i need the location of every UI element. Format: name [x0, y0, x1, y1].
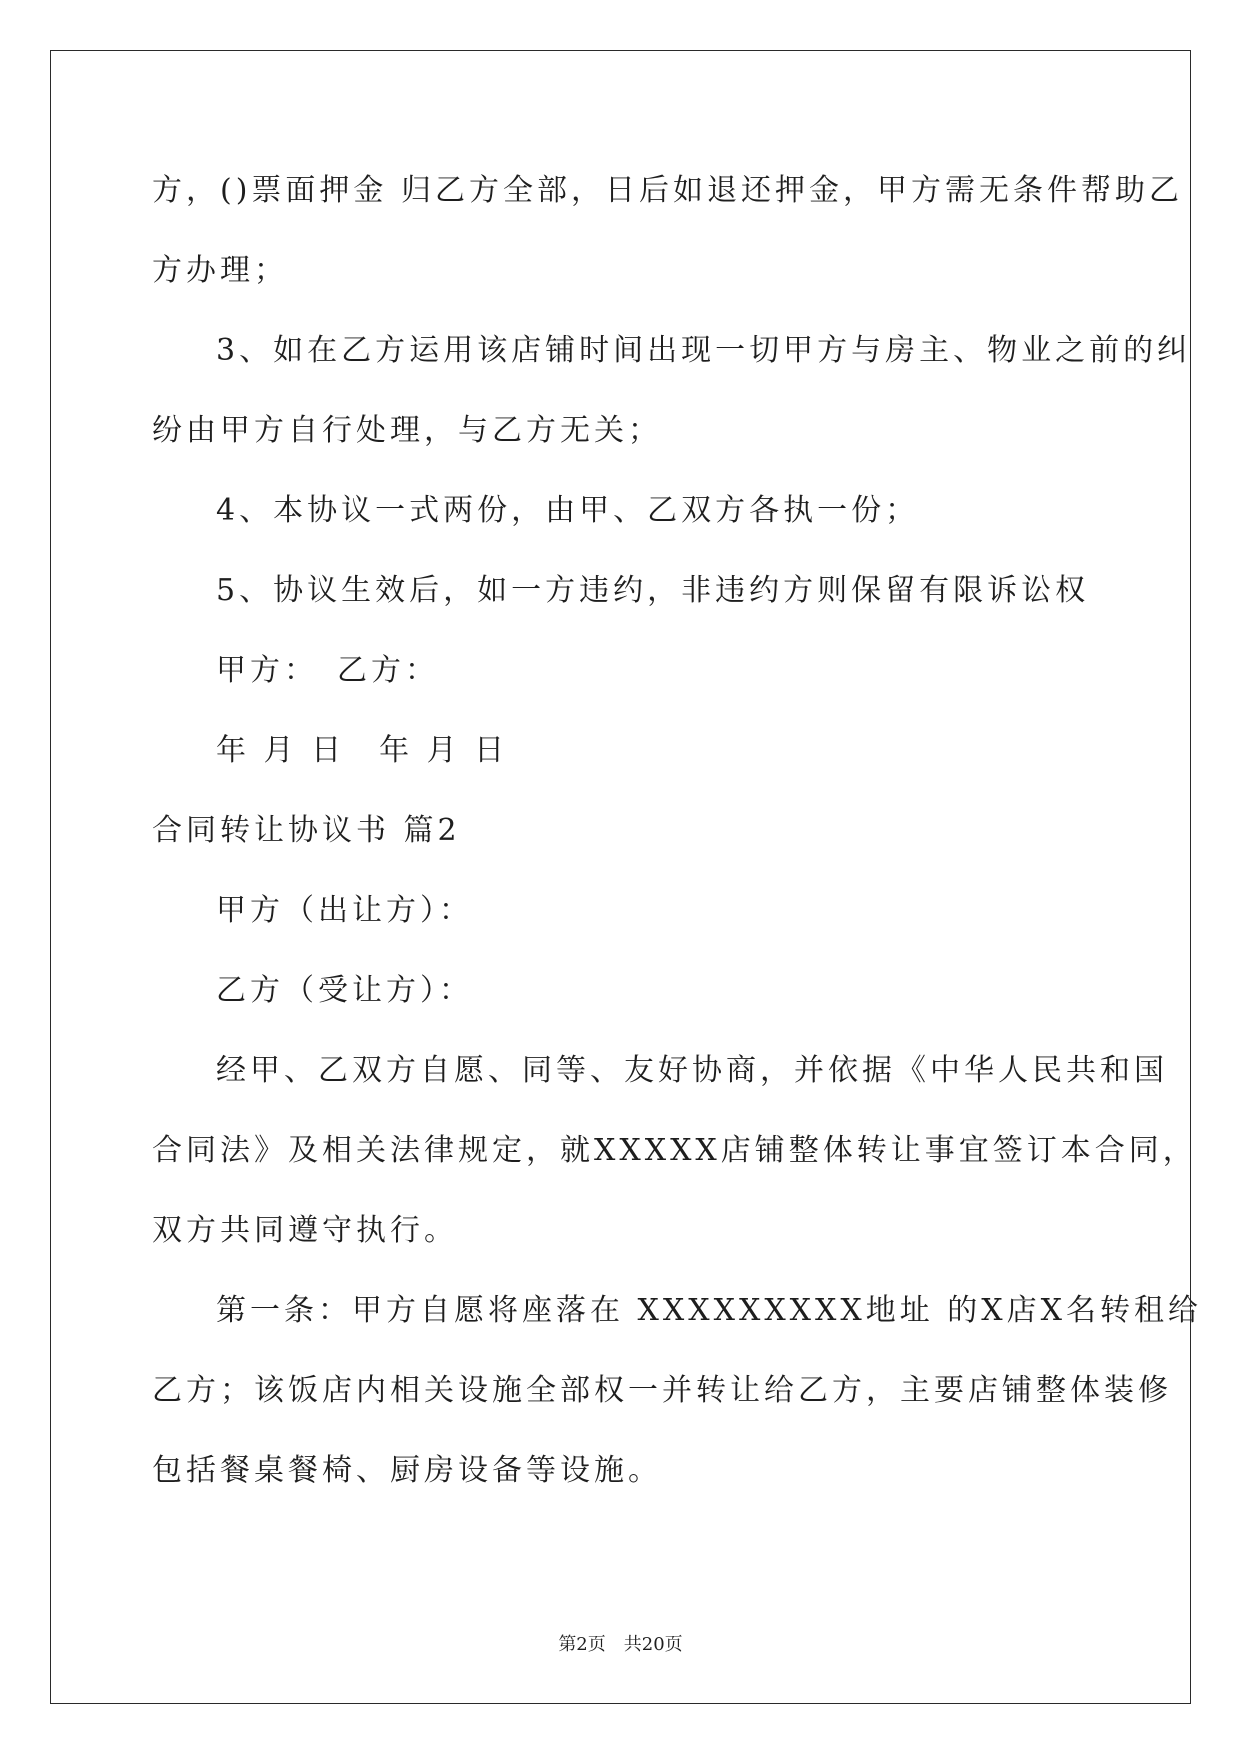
text-line: 第一条：甲方自愿将座落在 XXXXXXXXX地址 的X店X名转租给 — [216, 1293, 1203, 1328]
text-line: 3、如在乙方运用该店铺时间出现一切甲方与房主、物业之前的纠 — [216, 333, 1192, 368]
text-line: 双方共同遵守执行。 — [152, 1213, 458, 1248]
text-line: 乙方；该饭店内相关设施全部权一并转让给乙方，主要店铺整体装修 — [152, 1373, 1172, 1408]
section-heading: 合同转让协议书 篇2 — [152, 813, 461, 848]
party-b-line: 乙方（受让方）： — [216, 973, 473, 1008]
text-line: 4、本协议一式两份，由甲、乙双方各执一份； — [216, 493, 920, 528]
text-line: 纷由甲方自行处理，与乙方无关； — [152, 413, 662, 448]
text-line: 包括餐桌餐椅、厨房设备等设施。 — [152, 1453, 662, 1488]
text-line: 方，()票面押金 归乙方全部，日后如退还押金，甲方需无条件帮助乙 — [152, 173, 1183, 208]
signature-line: 甲方： 乙方： — [216, 653, 439, 688]
date-line: 年 月 日 年 月 日 — [216, 733, 509, 768]
page-number-footer: 第2页 共20页 — [558, 1634, 683, 1655]
party-a-line: 甲方（出让方）： — [216, 893, 473, 928]
text-line: 经甲、乙双方自愿、同等、友好协商，并依据《中华人民共和国 — [216, 1053, 1168, 1088]
text-line: 5、协议生效后，如一方违约，非违约方则保留有限诉讼权 — [216, 573, 1090, 608]
text-line: 方办理； — [152, 253, 288, 288]
text-line: 合同法》及相关法律规定，就XXXXX店铺整体转让事宜签订本合同， — [152, 1133, 1197, 1168]
